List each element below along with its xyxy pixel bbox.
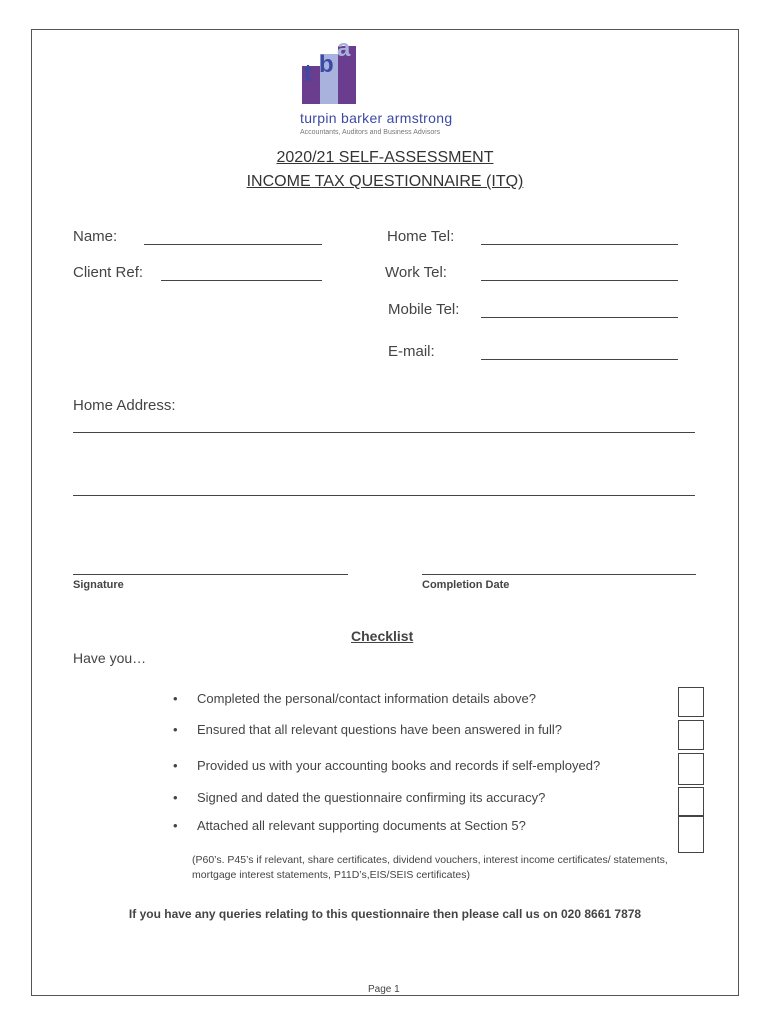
list-item: • Completed the personal/contact information details above? bbox=[173, 691, 536, 706]
completion-date-label: Completion Date bbox=[422, 579, 510, 591]
address-line-1[interactable] bbox=[73, 432, 695, 433]
supporting-documents-note: (P60’s. P45’s if relevant, share certificates, dividend vouchers, interest income certificates/ statements, mortgage interest statements, P11D’s,EIS/SEIS certificates) bbox=[192, 854, 668, 881]
queries-contact: If you have any queries relating to this questionnaire then please call us on 020 8661 7878 bbox=[128, 907, 642, 921]
email-label: E-mail: bbox=[388, 343, 435, 360]
signature-label: Signature bbox=[73, 579, 124, 591]
list-item-text: Ensured that all relevant questions have been answered in full? bbox=[197, 722, 562, 737]
name-label: Name: bbox=[73, 228, 118, 245]
title-line-2: INCOME TAX QUESTIONNAIRE (ITQ) bbox=[246, 173, 524, 190]
mobile-tel-label: Mobile Tel: bbox=[388, 301, 460, 318]
client-ref-label: Client Ref: bbox=[73, 264, 144, 281]
list-item: • Attached all relevant supporting documents at Section 5? bbox=[173, 818, 526, 833]
mobile-tel-field[interactable] bbox=[481, 317, 678, 318]
checklist-intro: Have you… bbox=[73, 650, 147, 666]
list-item: • Provided us with your accounting books and records if self-employed? bbox=[173, 758, 601, 773]
list-item-text: Signed and dated the questionnaire confirming its accuracy? bbox=[197, 790, 546, 805]
address-line-2[interactable] bbox=[73, 495, 695, 496]
checklist-title: Checklist bbox=[351, 628, 414, 644]
checkbox[interactable] bbox=[678, 753, 704, 785]
checkbox[interactable] bbox=[678, 815, 704, 853]
checkbox[interactable] bbox=[678, 687, 704, 717]
email-field[interactable] bbox=[481, 359, 678, 360]
list-item-text: Attached all relevant supporting documents at Section 5? bbox=[197, 818, 526, 833]
svg-text:b: b bbox=[319, 51, 334, 78]
name-field[interactable] bbox=[144, 244, 322, 245]
home-tel-field[interactable] bbox=[481, 244, 678, 245]
brand-name: turpin barker armstrong bbox=[300, 110, 453, 126]
home-address-label: Home Address: bbox=[73, 397, 176, 414]
svg-text:a: a bbox=[337, 36, 351, 62]
work-tel-label: Work Tel: bbox=[385, 264, 447, 281]
tba-logo bbox=[298, 36, 360, 108]
svg-text:t: t bbox=[304, 60, 312, 87]
title-line-1: 2020/21 SELF-ASSESSMENT bbox=[276, 149, 494, 166]
page-number: Page 1 bbox=[368, 984, 400, 995]
list-item: • Signed and dated the questionnaire confirming its accuracy? bbox=[173, 790, 546, 805]
home-tel-label: Home Tel: bbox=[387, 228, 455, 245]
checkbox[interactable] bbox=[678, 720, 704, 750]
list-item: • Ensured that all relevant questions have been answered in full? bbox=[173, 722, 562, 737]
client-ref-field[interactable] bbox=[161, 280, 322, 281]
work-tel-field[interactable] bbox=[481, 280, 678, 281]
list-item-text: Completed the personal/contact information details above? bbox=[197, 691, 536, 706]
list-item-text: Provided us with your accounting books and records if self-employed? bbox=[197, 758, 601, 773]
brand-tagline: Accountants, Auditors and Business Advisors bbox=[300, 129, 441, 136]
completion-date-line[interactable] bbox=[422, 574, 696, 575]
signature-line[interactable] bbox=[73, 574, 348, 575]
checkbox[interactable] bbox=[678, 787, 704, 817]
